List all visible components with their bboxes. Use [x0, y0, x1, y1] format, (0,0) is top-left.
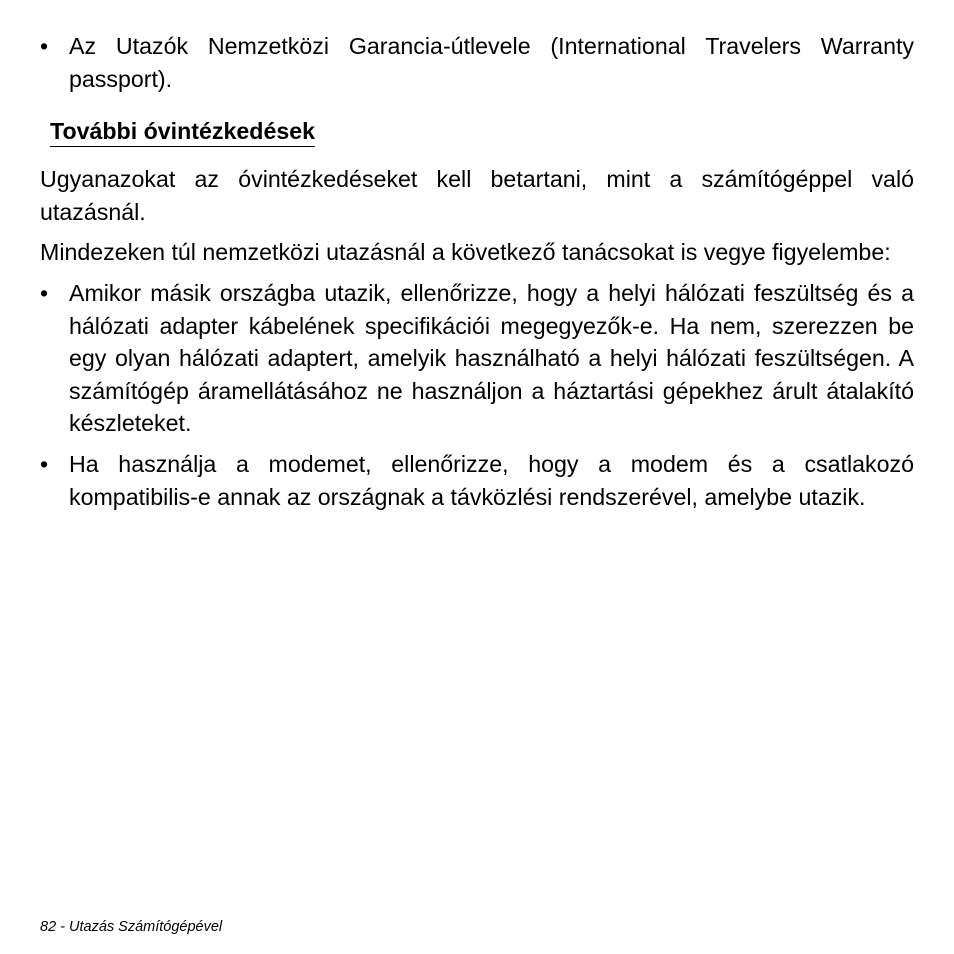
list-item [40, 448, 914, 513]
list-item-text: Ha használja a modemet, ellenőrizze, hogy a modem és a csatlakozó kompatibilis-e annak az országnak a távközlési rendszerével, amelybe utazik. [69, 450, 914, 510]
list-item [40, 30, 914, 95]
page-footer: 82 - Utazás Számítógépével [40, 919, 223, 935]
list-item [40, 277, 914, 440]
bullet-icon: • [40, 450, 49, 477]
bullet-list-top [40, 30, 914, 95]
bullet-icon: • [40, 279, 49, 306]
paragraph: Ugyanazokat az óvintézkedéseket kell betartani, mint a számítógéppel való utazásnál. [40, 166, 914, 225]
paragraph: Mindezeken túl nemzetközi utazásnál a következő tanácsokat is vegye figyelembe: [40, 239, 891, 266]
bullet-list-bottom [40, 277, 914, 513]
list-item-text: Az Utazók Nemzetközi Garancia-útlevele (International Travelers Warranty passport). [69, 33, 914, 92]
section-heading: További óvintézkedések [50, 117, 315, 147]
list-item-text: Amikor másik országba utazik, ellenőrizze, hogy a helyi hálózati feszültség és a hálózati adapter kábelének specifikációi megegyezők-e. Ha nem, szerezzen be egy olyan hálózati adaptert, amelyik használható a helyi hálózati feszültségen. A számítógép áramellátásához ne használjon a háztartási gépekhez árult átalakító készleteket. [69, 279, 914, 437]
bullet-icon: • [40, 33, 49, 59]
document-page [40, 30, 914, 513]
